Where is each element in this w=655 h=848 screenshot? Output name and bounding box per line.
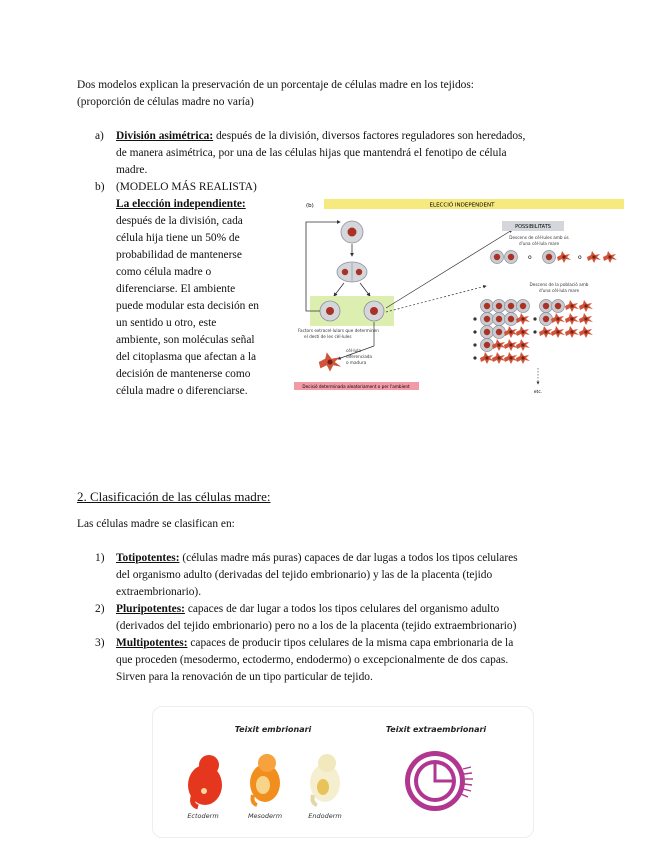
differentiated-cell [319, 352, 341, 371]
extraembryonic-tissue-title: Teixit extraembrionari [385, 725, 487, 734]
list-2-text-2: (derivados del tejido embrionario) pero no a los de la placenta (tejido extraembrionario) [116, 620, 517, 632]
list-b-line-1: célula hija tiene un 50% de [116, 232, 240, 244]
or-2: o [578, 254, 582, 261]
etc-label: etc. [533, 390, 543, 395]
list-marker-3: 3) [95, 637, 105, 649]
term-multipotent: Multipotentes: [116, 637, 188, 649]
list-a-text-1: después de la división, diversos factores reguladores son heredados, [213, 130, 526, 142]
ectoderm-embryo-image [188, 755, 222, 807]
list-2-text-1: capaces de dar lugar a todos los tipos celulares del organismo adulto [184, 603, 500, 615]
list-b-line-10: célula madre o diferenciarse. [116, 385, 248, 397]
list-b-line-0: después de la división, cada [116, 215, 243, 227]
independent-choice-figure [294, 196, 624, 396]
list-3-text-1: capaces de producir tipos celulares de la misma capa embrionaria de la [187, 637, 514, 649]
placenta-image [405, 751, 473, 811]
bottom-bar-text: Decisió determinada aleatoriament o per l'ambient [302, 384, 410, 389]
list-item-3 [116, 635, 513, 652]
term-asymmetric: División asimétrica: [116, 130, 214, 142]
list-b-line-2: probabilidad de mantenerse [116, 249, 242, 261]
list-marker-b: b) [95, 181, 105, 193]
intro-line-2: (proporción de células madre no varía) [77, 96, 254, 108]
left-note-1: Factors extracel·lulars que determinen [298, 328, 379, 333]
term-pluripotent: Pluripotentes: [116, 603, 185, 615]
mesoderm-embryo-image [250, 754, 280, 805]
note-1a: Descens de cèl·lules amb ús [509, 235, 569, 240]
ectoderm-label: Ectoderm [187, 812, 219, 820]
list-b-line-6: un sentido u otro, este [116, 317, 217, 329]
list-3-text-2: que proceden (mesodermo, ectodermo, endodermo) o excepcionalmente de dos capas. [116, 654, 509, 666]
cell-note-3: o madura [346, 360, 367, 365]
tissue-figure [152, 706, 534, 838]
list-b-line-4: diferenciarse. El ambiente [116, 283, 236, 295]
left-note-2: el destí de les cèl·lules [304, 334, 352, 339]
list-b-header: (MODELO MÁS REALISTA) [116, 181, 257, 193]
note-2a: Descens de la població amb [529, 282, 589, 287]
panel-letter: (b) [306, 203, 314, 209]
section-2-intro: Las células madre se clasifican en: [77, 518, 235, 530]
list-b-line-9: decisión de mantenerse como [116, 368, 251, 380]
list-b-line-5: puede modular esta decisión en [116, 300, 259, 312]
list-a-text-3: madre. [116, 164, 148, 176]
cell-note-2: diferenciada [346, 354, 372, 359]
outcome-grid [473, 300, 593, 365]
list-marker-2: 2) [95, 603, 105, 615]
list-3-text-3: Sirven para la renovación de un tipo particular de tejido. [116, 671, 373, 683]
daughter-cell-left [320, 301, 340, 321]
list-b-line-7: ambiente, son moléculas señal [116, 334, 255, 346]
term-totipotent: Totipotentes: [116, 552, 180, 564]
note-1b: d'una cèl·lula mare [518, 241, 560, 246]
intro-line-1: Dos modelos explican la preservación de un porcentaje de células madre en los tejidos: [77, 79, 474, 91]
possibilities-label: POSSIBILITATS [515, 224, 551, 230]
dividing-cell [337, 262, 367, 282]
endoderm-embryo-image [310, 754, 340, 805]
list-b-line-3: como célula madre o [116, 266, 212, 278]
list-1-text-1: (células madre más puras) capaces de dar lugas a todos los tipos celulares [179, 552, 518, 564]
list-item-1 [116, 550, 518, 567]
list-1-text-2: del organismo adulto (derivadas del tejido embrionario) y las de la placenta (tejido [116, 569, 493, 581]
term-independent: La elección independiente: [116, 198, 246, 210]
list-item-2 [116, 601, 499, 618]
list-marker-a: a) [95, 130, 104, 142]
daughter-cell-right [364, 301, 384, 321]
list-item-a [116, 128, 525, 145]
mesoderm-label: Mesoderm [247, 812, 283, 820]
list-1-text-3: extraembrionario). [116, 586, 202, 598]
embryonic-tissue-title: Teixit embrionari [234, 725, 312, 734]
list-b-line-8: del citoplasma que afectan a la [116, 351, 257, 363]
list-a-text-2: de manera asimétrica, por una de las células hijas que mantendrá el fenotipo de célula [116, 147, 507, 159]
list-marker-1: 1) [95, 552, 105, 564]
figure-title: ELECCIÓ INDEPENDENT [429, 202, 495, 209]
or-1: o [528, 254, 532, 261]
endoderm-label: Endoderm [308, 812, 342, 820]
note-2b: d'una cèl·lula mare [538, 288, 580, 293]
section-2-heading: 2. Clasificación de las células madre: [77, 489, 271, 504]
stem-cell-top [341, 221, 363, 243]
cell-note-1: cèl·lula [346, 348, 361, 353]
